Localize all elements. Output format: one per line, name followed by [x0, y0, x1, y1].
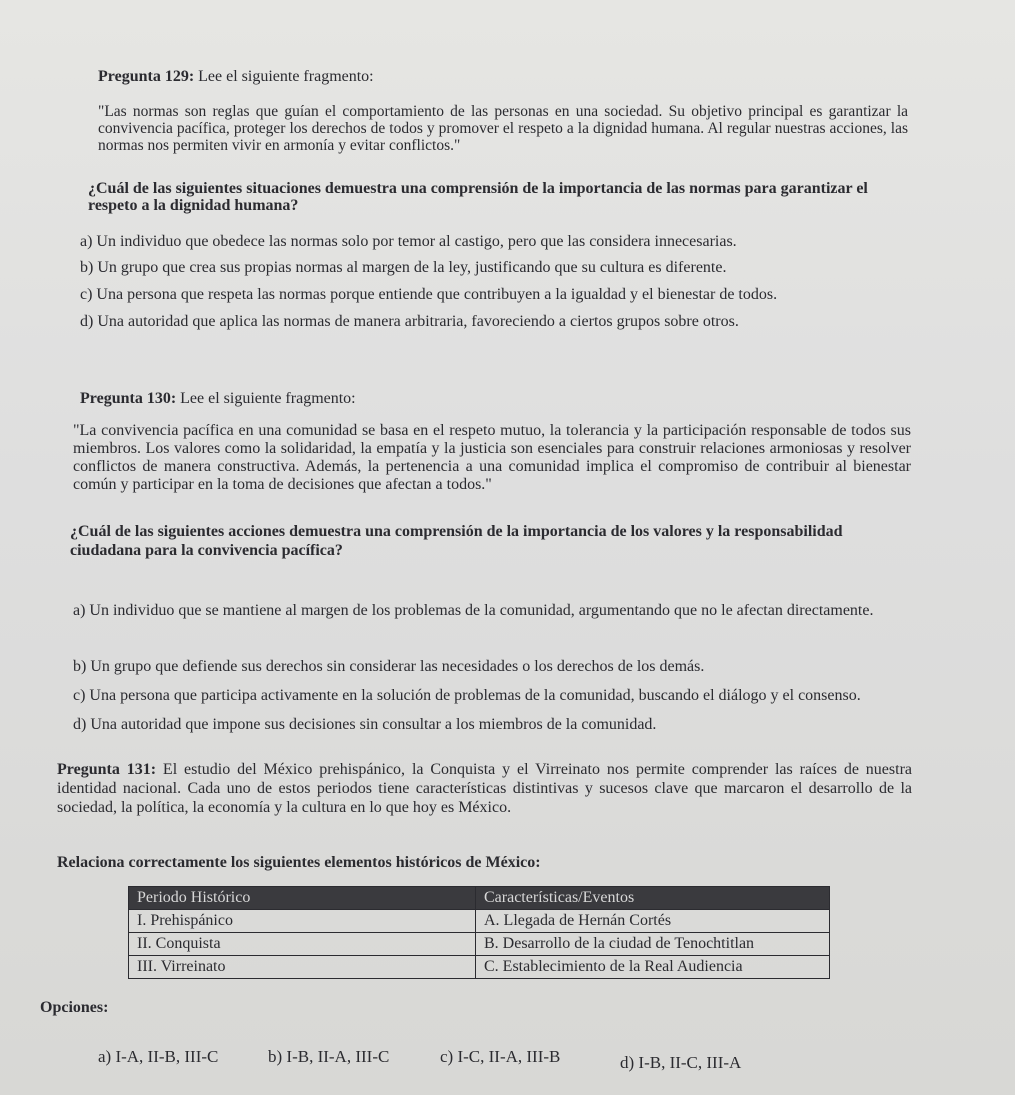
table-cell: A. Llegada de Hernán Cortés	[476, 910, 830, 933]
table-header-periodo: Periodo Histórico	[129, 887, 476, 910]
table-header-caracteristicas: Características/Eventos	[476, 887, 830, 910]
q130-option-b: b) Un grupo que defiende sus derechos sin considerar las necesidades o los derechos de los demás.	[73, 658, 705, 675]
table-row	[129, 933, 830, 956]
table-cell: III. Virreinato	[129, 956, 476, 979]
q129-passage: "Las normas son reglas que guían el comportamiento de las personas en una sociedad. Su objetivo principal es garantizar la convivencia pacífica, proteger los derechos de todos y promover el respeto a la dignidad humana. Al regular nuestras acciones, las normas nos permiten vivir en armonía y evitar conflictos."	[98, 103, 908, 154]
q129-option-a: a) Un individuo que obedece las normas solo por temor al castigo, pero que las considera innecesarias.	[80, 233, 737, 250]
table-row	[129, 910, 830, 933]
q129-number: Pregunta 129:	[98, 68, 195, 85]
q131-instruction: Relaciona correctamente los siguientes elementos históricos de México:	[57, 854, 541, 871]
q131-text: El estudio del México prehispánico, la Conquista y el Virreinato nos permite comprender las raíces de nuestra identidad nacional. Cada uno de estos periodos tiene características distintivas y sucesos clave que marcaron el desarrollo de la sociedad, la política, la economía y la cultura en lo que hoy es México.	[57, 761, 913, 816]
history-table	[128, 886, 830, 979]
q130-passage: "La convivencia pacífica en una comunidad se basa en el respeto mutuo, la tolerancia y la participación responsable de todos sus miembros. Los valores como la solidaridad, la empatía y la justicia son esenciales para construir relaciones armoniosas y resolver conflictos de manera constructiva. Además, la pertenencia a una comunidad implica el compromiso de contribuir al bienestar común y participar en la toma de decisiones que afectan a todos."	[73, 422, 911, 493]
q129-option-b: b) Un grupo que crea sus propias normas al margen de la ley, justificando que su cultura es diferente.	[80, 259, 727, 276]
table-cell: I. Prehispánico	[129, 910, 476, 933]
q129-option-d: d) Una autoridad que aplica las normas de manera arbitraria, favoreciendo a ciertos grupos sobre otros.	[80, 313, 739, 330]
table-cell: B. Desarrollo de la ciudad de Tenochtitlan	[476, 933, 830, 956]
q131-choice-d: d) I-B, II-C, III-A	[620, 1053, 742, 1072]
options-title: Opciones:	[40, 999, 109, 1016]
q130-option-d: d) Una autoridad que impone sus decisiones sin consultar a los miembros de la comunidad.	[73, 716, 657, 733]
q130-heading	[80, 389, 356, 409]
table-row	[129, 956, 830, 979]
q129-option-c: c) Una persona que respeta las normas porque entiende que contribuyen a la igualdad y el bienestar de todos.	[80, 286, 778, 303]
q131-choice-b: b) I-B, II-A, III-C	[268, 1047, 390, 1066]
table-cell: C. Establecimiento de la Real Audiencia	[476, 956, 830, 979]
q131-passage	[57, 760, 912, 817]
q130-number: Pregunta 130:	[80, 390, 177, 407]
q129-heading	[98, 67, 374, 87]
q130-option-c: c) Una persona que participa activamente en la solución de problemas de la comunidad, buscando el diálogo y el consenso.	[73, 687, 861, 704]
q129-intro: Lee el siguiente fragmento:	[198, 68, 374, 85]
q129-question: ¿Cuál de las siguientes situaciones demuestra una comprensión de la importancia de las normas para garantizar el respeto a la dignidad humana?	[88, 180, 868, 214]
q130-option-a: a) Un individuo que se mantiene al margen de los problemas de la comunidad, argumentando que no le afectan directamente.	[73, 602, 874, 619]
table-header-row	[129, 887, 830, 910]
table-cell: II. Conquista	[129, 933, 476, 956]
q131-choice-a: a) I-A, II-B, III-C	[98, 1047, 219, 1066]
q131-choice-c: c) I-C, II-A, III-B	[440, 1047, 561, 1066]
q130-question: ¿Cuál de las siguientes acciones demuestra una comprensión de la importancia de los valores y la responsabilidad ciudadana para la convivencia pacífica?	[70, 523, 843, 559]
q131-number: Pregunta 131:	[57, 761, 157, 778]
q130-intro: Lee el siguiente fragmento:	[180, 390, 356, 407]
